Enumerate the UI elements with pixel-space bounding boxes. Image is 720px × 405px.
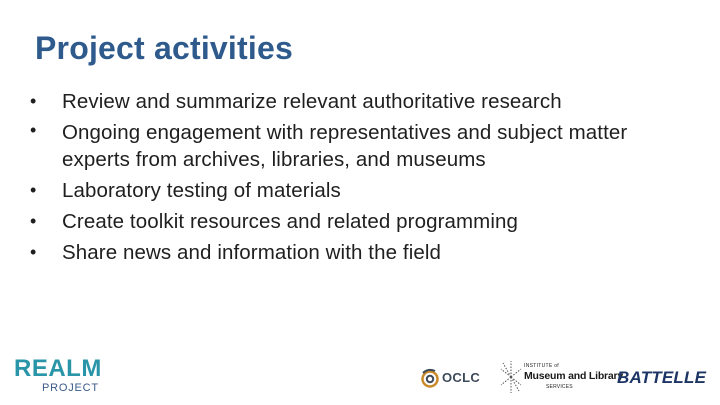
bullet-dot-icon: • — [30, 91, 37, 111]
bullet-item — [30, 206, 690, 237]
bullet-list — [30, 86, 690, 268]
imls-logo-small-text: INSTITUTE of — [524, 363, 559, 369]
bullet-dot-icon: • — [30, 242, 37, 262]
bullet-text: Ongoing engagement with representatives and subject matter experts from archives, libraries, and museums — [62, 121, 628, 171]
battelle-logo: BATTELLE — [617, 368, 707, 387]
bullet-item — [30, 117, 690, 175]
imls-logo-word: Museum and Library — [524, 370, 624, 382]
oclc-logo — [420, 365, 484, 391]
bullet-text: Laboratory testing of materials — [62, 179, 341, 202]
realm-logo-word: REALM — [14, 355, 102, 382]
oclc-logo-word: OCLC — [442, 370, 481, 385]
bullet-item — [30, 237, 690, 268]
imls-logo — [500, 358, 624, 398]
bullet-dot-icon: • — [30, 211, 37, 231]
bullet-dot-icon: • — [30, 180, 37, 200]
oclc-swirl-icon — [420, 367, 440, 389]
realm-project-logo — [14, 356, 114, 398]
bullet-text: Share news and information with the field — [62, 241, 442, 264]
bullet-dot-icon: • — [30, 120, 37, 140]
imls-starburst-icon — [500, 360, 522, 394]
realm-logo-sub: PROJECT — [42, 382, 99, 394]
bullet-text: Create toolkit resources and related programming — [62, 210, 519, 233]
imls-logo-sub: SERVICES — [546, 384, 573, 390]
slide-title: Project activities — [35, 30, 293, 66]
bullet-item — [30, 86, 690, 117]
bullet-text: Review and summarize relevant authoritative research — [62, 90, 562, 113]
bullet-item — [30, 175, 690, 206]
